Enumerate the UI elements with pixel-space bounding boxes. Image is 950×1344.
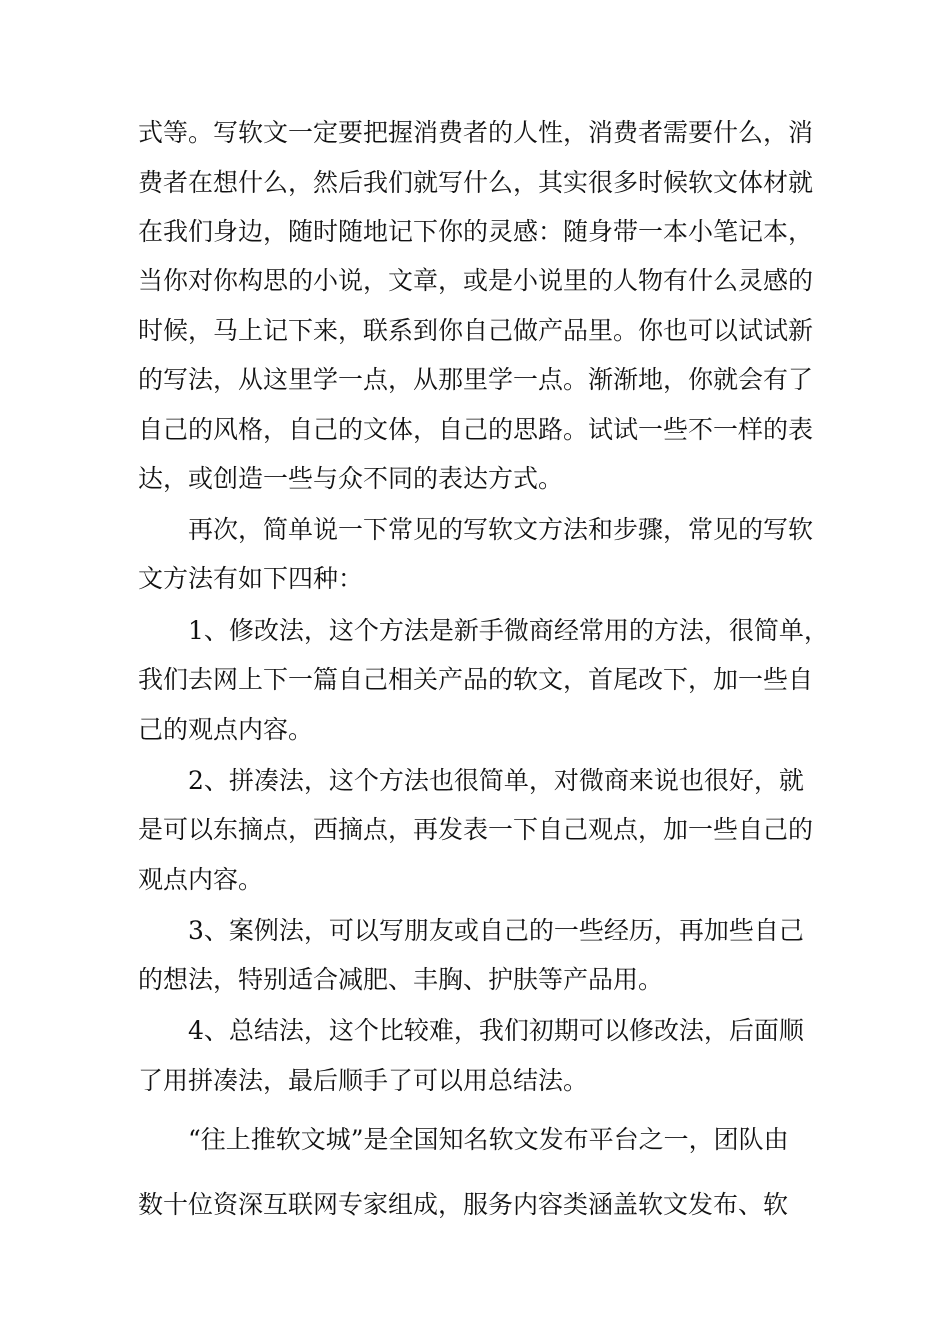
paragraph-1-line-7: 自己的风格，自己的文体，自己的思路。试试一些不一样的表 xyxy=(138,415,814,444)
paragraph-4-line-3: 观点内容。 xyxy=(138,865,264,894)
paragraph-1-line-8: 达，或创造一些与众不同的表达方式。 xyxy=(138,464,564,493)
paragraph-1-line-5: 时候，马上记下来，联系到你自己做产品里。你也可以试试新 xyxy=(138,316,814,345)
paragraph-1-line-2: 费者在想什么，然后我们就写什么，其实很多时候软文体材就 xyxy=(138,168,814,197)
paragraph-1-line-1: 式等。写软文一定要把握消费者的人性，消费者需要什么，消 xyxy=(138,118,814,147)
paragraph-4-line-1: 2、拼凑法，这个方法也很简单，对微商来说也很好，就 xyxy=(188,766,804,795)
paragraph-6-line-1: 4、总结法，这个比较难，我们初期可以修改法，后面顺 xyxy=(188,1016,804,1045)
paragraph-5-line-1: 3、案例法，可以写朋友或自己的一些经历，再加些自己 xyxy=(188,916,804,945)
paragraph-3-line-3: 己的观点内容。 xyxy=(138,715,314,744)
paragraph-5-line-2: 的想法，特别适合减肥、丰胸、护肤等产品用。 xyxy=(138,965,664,994)
paragraph-2-line-2: 文方法有如下四种： xyxy=(138,564,364,593)
paragraph-4-line-2: 是可以东摘点，西摘点，再发表一下自己观点，加一些自己的 xyxy=(138,815,814,844)
paragraph-3-line-1: 1、修改法，这个方法是新手微商经常用的方法，很简单， xyxy=(188,616,829,645)
paragraph-6-line-2: 了用拼凑法，最后顺手了可以用总结法。 xyxy=(138,1066,589,1095)
paragraph-2-line-1: 再次，简单说一下常见的写软文方法和步骤，常见的写软 xyxy=(188,515,814,544)
paragraph-7-line-2: 数十位资深互联网专家组成，服务内容类涵盖软文发布、软 xyxy=(138,1190,789,1219)
paragraph-3-line-2: 我们去网上下一篇自己相关产品的软文，首尾改下，加一些自 xyxy=(138,665,814,694)
paragraph-1-line-4: 当你对你构思的小说，文章，或是小说里的人物有什么灵感的 xyxy=(138,266,814,295)
paragraph-7-line-1: “往上推软文城”是全国知名软文发布平台之一，团队由 xyxy=(188,1125,789,1154)
document-body xyxy=(138,0,828,1344)
paragraph-1-line-3: 在我们身边，随时随地记下你的灵感：随身带一本小笔记本， xyxy=(138,217,814,246)
paragraph-1-line-6: 的写法，从这里学一点，从那里学一点。渐渐地，你就会有了 xyxy=(138,365,814,394)
